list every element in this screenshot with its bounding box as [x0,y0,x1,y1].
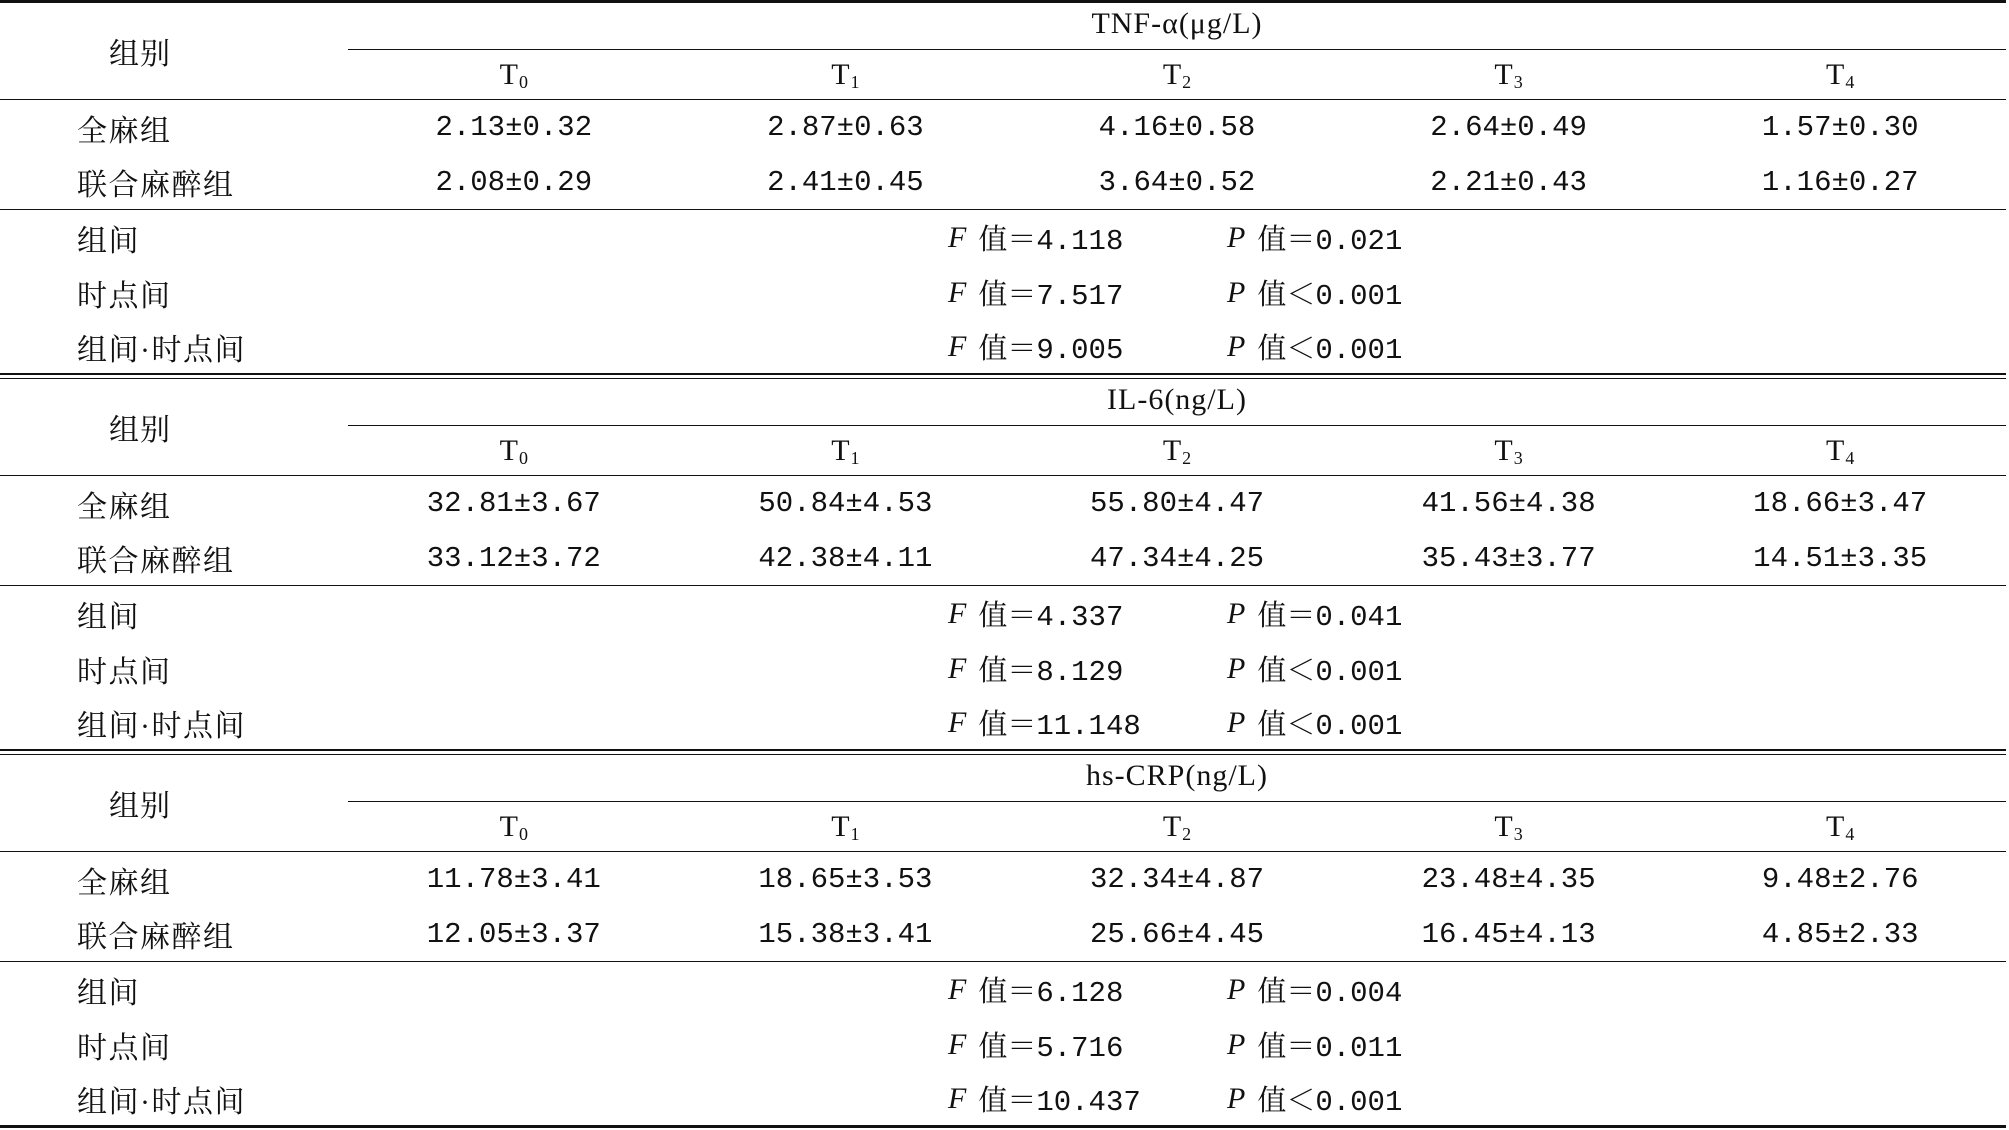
p-value: 值＜0.001 [1257,710,1403,743]
table-cell: 2.13±0.32 [435,111,593,144]
stat-label: 组间·时点间 [77,709,246,743]
table-cell: 4.85±2.33 [1761,917,1919,951]
p-statistic [1227,696,1402,749]
stat-label: 组间 [77,976,140,1010]
stat-label: 时点间 [77,655,172,689]
f-symbol: F [948,220,967,254]
f-value: 值＝4.118 [978,225,1124,258]
table-cell: 2.08±0.29 [435,165,593,199]
timepoint-letter: T [1494,57,1513,91]
p-statistic [1227,265,1402,320]
p-statistic [1227,586,1402,641]
timepoint-header: T $_1$ [680,50,1012,100]
table-cell: 2.21±0.43 [1430,165,1587,199]
table-cell: 15.38±3.41 [758,917,933,951]
timepoint-header: T $_0$ [348,426,680,476]
p-symbol: P [1227,596,1246,630]
p-statistic [1227,210,1402,265]
group-label: 全麻组 [77,114,172,148]
table-cell: 2.87±0.63 [767,111,924,144]
timepoint-header: T $_2$ [1011,802,1343,852]
timepoint-header: T $_4$ [1674,802,2006,852]
table-row [0,531,2006,586]
table-cell: 1.57±0.30 [1761,111,1919,144]
table-cell: 2.41±0.45 [767,165,924,199]
timepoint-header: T $_1$ [680,426,1012,476]
timepoint-header: T $_2$ [1011,426,1343,476]
f-value: 值＝10.437 [978,1086,1141,1119]
timepoint-letter: T [831,433,850,467]
stat-row [0,1072,2006,1125]
f-symbol: F [948,972,967,1006]
timepoint-header: T $_4$ [1674,426,2006,476]
table-cell: 23.48±4.35 [1421,863,1596,896]
timepoint-header: T $_0$ [348,802,680,852]
f-statistic [948,1072,1141,1125]
p-value: 值＝0.004 [1257,977,1403,1010]
table-cell: 18.65±3.53 [758,863,933,896]
timepoint-letter: T [1162,809,1182,843]
f-value: 值＝5.716 [978,1032,1124,1065]
f-value: 值＝4.337 [978,601,1124,634]
f-value: 值＝7.517 [978,280,1124,313]
section-title: IL-6(ng/L) [348,379,2006,426]
table-cell: 16.45±4.13 [1421,917,1596,951]
f-statistic [948,210,1123,265]
section-header [0,3,2006,100]
timepoint-letter: T [1162,433,1182,467]
table-row [0,852,2006,907]
table-cell: 33.12±3.72 [426,541,601,575]
tnf-alpha-section [0,3,2006,373]
section-header [0,379,2006,476]
f-symbol: F [948,596,967,630]
table-cell: 14.51±3.35 [1753,541,1928,575]
timepoint-letter: T [1494,809,1513,843]
stat-row [0,320,2006,373]
timepoint-letter: T [1826,809,1845,843]
timepoint-letter: T [499,809,518,843]
table-cell: 32.81±3.67 [426,487,601,520]
stat-row [0,696,2006,749]
p-statistic [1227,320,1402,373]
table-cell: 9.48±2.76 [1761,863,1919,896]
table-cell: 11.78±3.41 [426,863,601,896]
f-symbol: F [948,651,967,685]
section-header [0,755,2006,852]
stat-label: 时点间 [77,279,172,313]
f-value: 值＝9.005 [978,334,1124,367]
f-statistic [948,1017,1123,1072]
p-symbol: P [1227,651,1246,685]
p-value: 值＜0.001 [1257,656,1403,689]
p-value: 值＝0.021 [1257,225,1403,258]
stat-row [0,962,2006,1017]
timepoint-letter: T [1162,57,1182,91]
group-label: 联合麻醉组 [77,921,235,954]
timepoint-letter: T [831,57,850,91]
table-row [0,476,2006,531]
f-symbol: F [948,329,967,363]
table-cell: 55.80±4.47 [1089,487,1264,520]
table-cell: 4.16±0.58 [1098,111,1256,144]
table-row [0,155,2006,210]
group-label: 联合麻醉组 [77,545,235,578]
p-value: 值＜0.001 [1257,1086,1403,1119]
stat-label: 组间·时点间 [77,333,246,367]
il-6-section [0,379,2006,749]
p-value: 值＜0.001 [1257,280,1403,313]
p-symbol: P [1227,1081,1246,1115]
f-statistic [948,586,1123,641]
table-cell: 2.64±0.49 [1430,111,1587,144]
p-statistic [1227,1072,1402,1125]
table-cell: 35.43±3.77 [1421,541,1596,575]
p-value: 值＝0.041 [1257,601,1403,634]
p-symbol: P [1227,1027,1246,1061]
stat-label: 组间·时点间 [77,1085,246,1119]
section-title: hs-CRP(ng/L) [348,755,2006,802]
hs-crp-section [0,755,2006,1125]
bottom-rule [0,1125,2006,1128]
f-statistic [948,641,1123,696]
stat-row [0,586,2006,641]
timepoint-header: T $_2$ [1011,50,1343,100]
p-symbol: P [1227,329,1246,363]
timepoint-letter: T [1826,433,1845,467]
timepoint-letter: T [499,57,518,91]
stat-row [0,1017,2006,1072]
timepoint-letter: T [499,433,518,467]
timepoint-header: T $_1$ [680,802,1012,852]
stat-row [0,210,2006,265]
f-value: 值＝6.128 [978,977,1124,1010]
group-column-header: 组别 [0,3,348,100]
group-column-header: 组别 [0,379,348,476]
table-cell: 50.84±4.53 [758,487,933,520]
timepoint-letter: T [1494,433,1513,467]
timepoint-header: T $_3$ [1343,50,1675,100]
p-symbol: P [1227,220,1246,254]
f-statistic [948,962,1123,1017]
f-symbol: F [948,1027,967,1061]
p-value: 值＜0.001 [1257,334,1403,367]
timepoint-letter: T [831,809,850,843]
p-statistic [1227,962,1402,1017]
timepoint-header: T $_4$ [1674,50,2006,100]
timepoint-letter: T [1826,57,1845,91]
table-cell: 1.16±0.27 [1761,165,1919,199]
table-row [0,907,2006,962]
p-statistic [1227,641,1402,696]
table-cell: 12.05±3.37 [426,917,601,951]
table-cell: 32.34±4.87 [1089,863,1264,896]
f-symbol: F [948,275,967,309]
stat-label: 时点间 [77,1031,172,1065]
f-symbol: F [948,705,967,739]
timepoint-header: T $_0$ [348,50,680,100]
f-statistic [948,265,1123,320]
p-symbol: P [1227,972,1246,1006]
stat-row [0,265,2006,320]
table-cell: 3.64±0.52 [1098,165,1256,199]
stat-row [0,641,2006,696]
table-cell: 41.56±4.38 [1421,487,1596,520]
timepoint-header: T $_3$ [1343,802,1675,852]
group-column-header: 组别 [0,755,348,852]
table-cell: 47.34±4.25 [1089,541,1264,575]
p-symbol: P [1227,705,1246,739]
p-statistic [1227,1017,1402,1072]
stat-label: 组间 [77,600,140,634]
group-label: 全麻组 [77,866,172,900]
f-value: 值＝8.129 [978,656,1124,689]
table-cell: 42.38±4.11 [758,541,933,575]
section-title: TNF-α(μg/L) [348,3,2006,50]
timepoint-header: T $_3$ [1343,426,1675,476]
f-value: 值＝11.148 [978,710,1141,743]
f-statistic [948,320,1123,373]
group-label: 全麻组 [77,490,172,524]
f-statistic [948,696,1141,749]
table-row [0,100,2006,155]
stat-label: 组间 [77,224,140,258]
p-symbol: P [1227,275,1246,309]
table-cell: 25.66±4.45 [1089,917,1264,951]
table-cell: 18.66±3.47 [1753,487,1928,520]
group-label: 联合麻醉组 [77,169,235,202]
f-symbol: F [948,1081,967,1115]
p-value: 值＝0.011 [1257,1032,1403,1065]
